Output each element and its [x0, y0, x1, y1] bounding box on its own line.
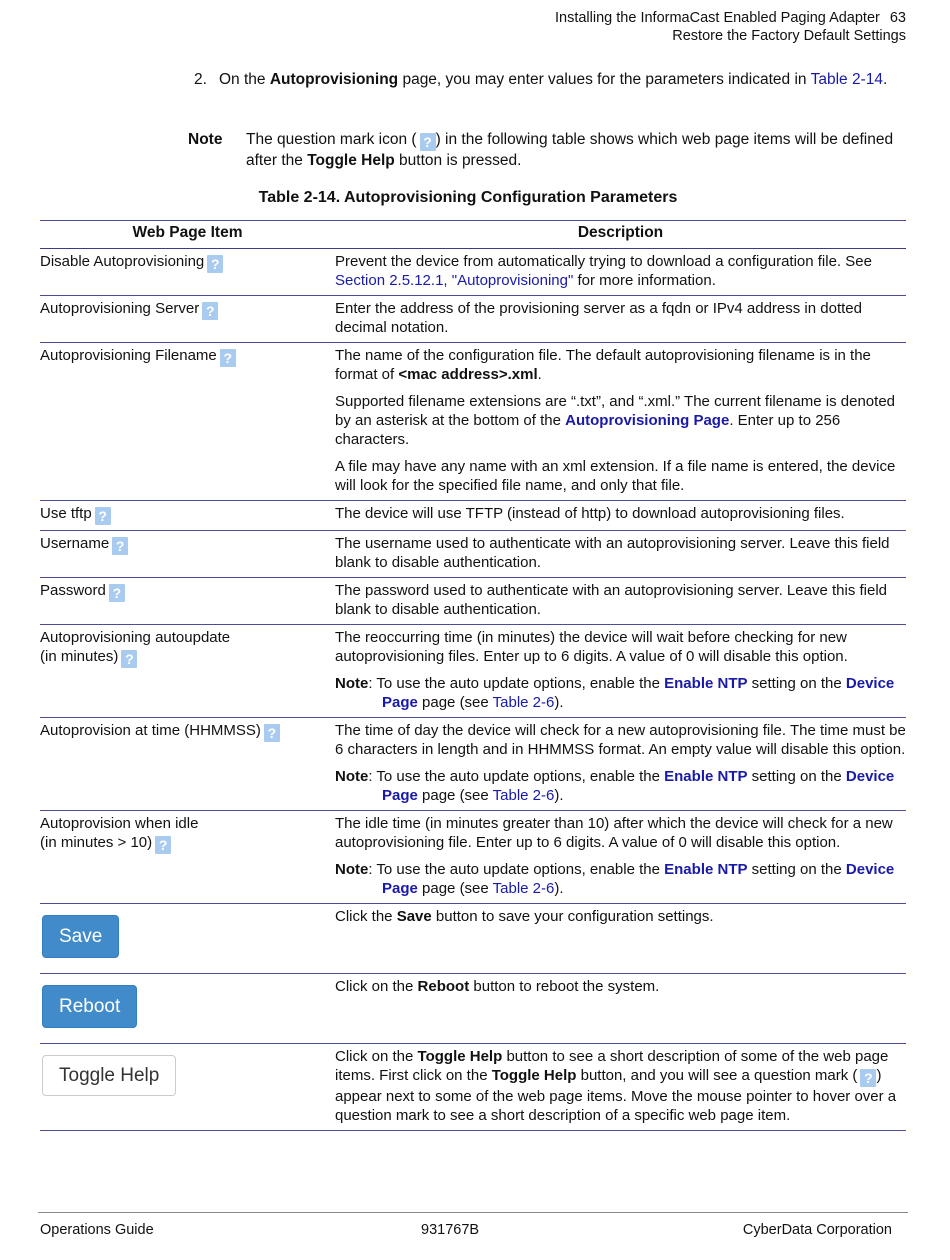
step-2 [194, 70, 904, 89]
item-label: Autoprovision at time (HHMMSS) [40, 722, 261, 739]
item-description: The device will use TFTP (instead of http) to download autoprovisioning files. [335, 501, 906, 531]
header-chapter: Installing the InformaCast Enabled Paging Adapter [555, 10, 880, 26]
table-2-6-link[interactable]: Table 2-6 [492, 787, 555, 804]
item-description: The password used to authenticate with an autoprovisioning server. Leave this field blank to disable authentication. [335, 578, 906, 625]
device-page-link[interactable]: Device Page [382, 768, 895, 804]
question-mark-icon[interactable]: ? [112, 537, 128, 555]
note-block [188, 130, 908, 170]
question-mark-icon[interactable]: ? [155, 836, 171, 854]
note-label: Note [188, 131, 223, 148]
table-2-14-link[interactable]: Table 2-14 [810, 71, 883, 88]
header-section: Restore the Factory Default Settings [672, 28, 906, 44]
table-row: Autoprovision when idle (in minutes > 10) ? The idle time (in minutes greater than 10) after which the device will check for a new autoprovisioning file. Enter up to 6 digits. A value of 0 will disable this option. Note: To use the auto update options, enable the Enable NTP setting on the Device Page page (see Table 2-6). [40, 811, 906, 904]
device-page-link[interactable]: Device Page [382, 861, 895, 897]
table-2-6-link[interactable]: Table 2-6 [492, 694, 555, 711]
toggle-help-button[interactable]: Toggle Help [42, 1055, 176, 1096]
enable-ntp-link[interactable]: Enable NTP [664, 675, 748, 692]
table-row [40, 296, 906, 343]
page-footer [38, 1212, 908, 1238]
item-label: Disable Autoprovisioning [40, 253, 205, 270]
question-mark-icon[interactable]: ? [95, 507, 111, 525]
table-row [40, 531, 906, 578]
table-row [40, 501, 906, 531]
table-row [40, 578, 906, 625]
table-row: Toggle Help Click on the Toggle Help button to see a short description of some of the web page items. First click on the Toggle Help button, and you will see a question mark ( ? ) appear next to some of the web page items. Move the mouse pointer to hover over a question mark to see a short description of a specific web page item. [40, 1044, 906, 1131]
ntp-note: Note: To use the auto update options, enable the Enable NTP setting on the Device Page page (see Table 2-6). [335, 861, 895, 897]
ntp-note: Note: To use the auto update options, enable the Enable NTP setting on the Device Page page (see Table 2-6). [335, 675, 895, 711]
section-link[interactable]: Section 2.5.12.1, "Autoprovisioning" [335, 272, 574, 289]
page-number: 63 [889, 10, 906, 26]
item-description: The username used to authenticate with an autoprovisioning server. Leave this field blank to disable authentication. [335, 531, 906, 578]
enable-ntp-link[interactable]: Enable NTP [664, 861, 748, 878]
question-mark-icon[interactable]: ? [220, 349, 236, 367]
item-label: Autoprovision when idle [40, 815, 199, 832]
table-row: Autoprovision at time (HHMMSS) ? The time of day the device will check for a new autoprovisioning file. The time must be 6 characters in length and in HHMMSS format. An empty value will disable this option. Note: To use the auto update options, enable the Enable NTP setting on the Device Page page (see Table 2-6). [40, 718, 906, 811]
step-text: On the Autoprovisioning page, you may enter values for the parameters indicated in Table 2-14. [219, 71, 888, 88]
device-page-link[interactable]: Device Page [382, 675, 895, 711]
save-button[interactable]: Save [42, 915, 119, 958]
item-label: Use tftp [40, 505, 92, 522]
question-mark-icon[interactable]: ? [121, 650, 137, 668]
footer-company: CyberData Corporation [742, 1222, 892, 1238]
ntp-note: Note: To use the auto update options, enable the Enable NTP setting on the Device Page page (see Table 2-6). [335, 768, 895, 804]
table-title: Table 2-14. Autoprovisioning Configuration Parameters [258, 189, 678, 206]
table-row: Autoprovisioning Filename ? The name of the configuration file. The default autoprovisioning filename is in the format of <mac address>.xml. Supported filename extensions are “.txt”, and “.xml.” The current filename is denoted by an asterisk at the bottom of the Autoprovisioning Page. Enter up to 256 characters. A file may have any name with an xml extension. If a file name is entered, the device will look for the specified file name, and only that file. [40, 343, 906, 501]
table-row: Disable Autoprovisioning ? Prevent the device from automatically trying to download a configuration file. See Section 2.5.12.1, "Autoprovisioning" for more information. [40, 249, 906, 296]
table-row: Autoprovisioning autoupdate (in minutes) ? The reoccurring time (in minutes) the device will wait before checking for new autoprovisioning files. Enter up to 6 digits. A value of 0 will disable this option. Note: To use the auto update options, enable the Enable NTP setting on the Device Page page (see Table 2-6). [40, 625, 906, 718]
question-mark-icon[interactable]: ? [202, 302, 218, 320]
step-number: 2. [194, 71, 207, 88]
question-mark-icon: ? [420, 133, 436, 151]
table-row: Save Click the Save button to save your configuration settings. [40, 904, 906, 974]
question-mark-icon[interactable]: ? [264, 724, 280, 742]
column-header-item: Web Page Item [40, 221, 335, 249]
item-label: Password [40, 582, 106, 599]
question-mark-icon: ? [860, 1069, 876, 1087]
footer-doc-number: 931767B [421, 1222, 480, 1238]
table-2-6-link[interactable]: Table 2-6 [492, 880, 555, 897]
config-parameters-table [40, 220, 906, 1131]
item-label-unit: (in minutes) [40, 648, 119, 665]
footer-guide: Operations Guide [40, 1222, 154, 1238]
autoprovisioning-page-link[interactable]: Autoprovisioning Page [565, 412, 730, 429]
table-header-row [40, 221, 906, 249]
note-text: The question mark icon ( ? ) in the following table shows which web page items will be defined after the Toggle Help button is pressed. [246, 131, 894, 169]
column-header-description: Description [335, 221, 906, 249]
table-row: Reboot Click on the Reboot button to reboot the system. [40, 974, 906, 1044]
question-mark-icon[interactable]: ? [109, 584, 125, 602]
item-description: Enter the address of the provisioning server as a fqdn or IPv4 address in dotted decimal notation. [335, 296, 906, 343]
item-label-unit: (in minutes > 10) [40, 834, 153, 851]
page-header [555, 9, 906, 45]
item-label: Autoprovisioning autoupdate [40, 629, 231, 646]
question-mark-icon[interactable]: ? [207, 255, 223, 273]
item-label: Autoprovisioning Filename [40, 347, 217, 364]
reboot-button[interactable]: Reboot [42, 985, 137, 1028]
enable-ntp-link[interactable]: Enable NTP [664, 768, 748, 785]
item-label: Username [40, 535, 110, 552]
item-label: Autoprovisioning Server [40, 300, 200, 317]
